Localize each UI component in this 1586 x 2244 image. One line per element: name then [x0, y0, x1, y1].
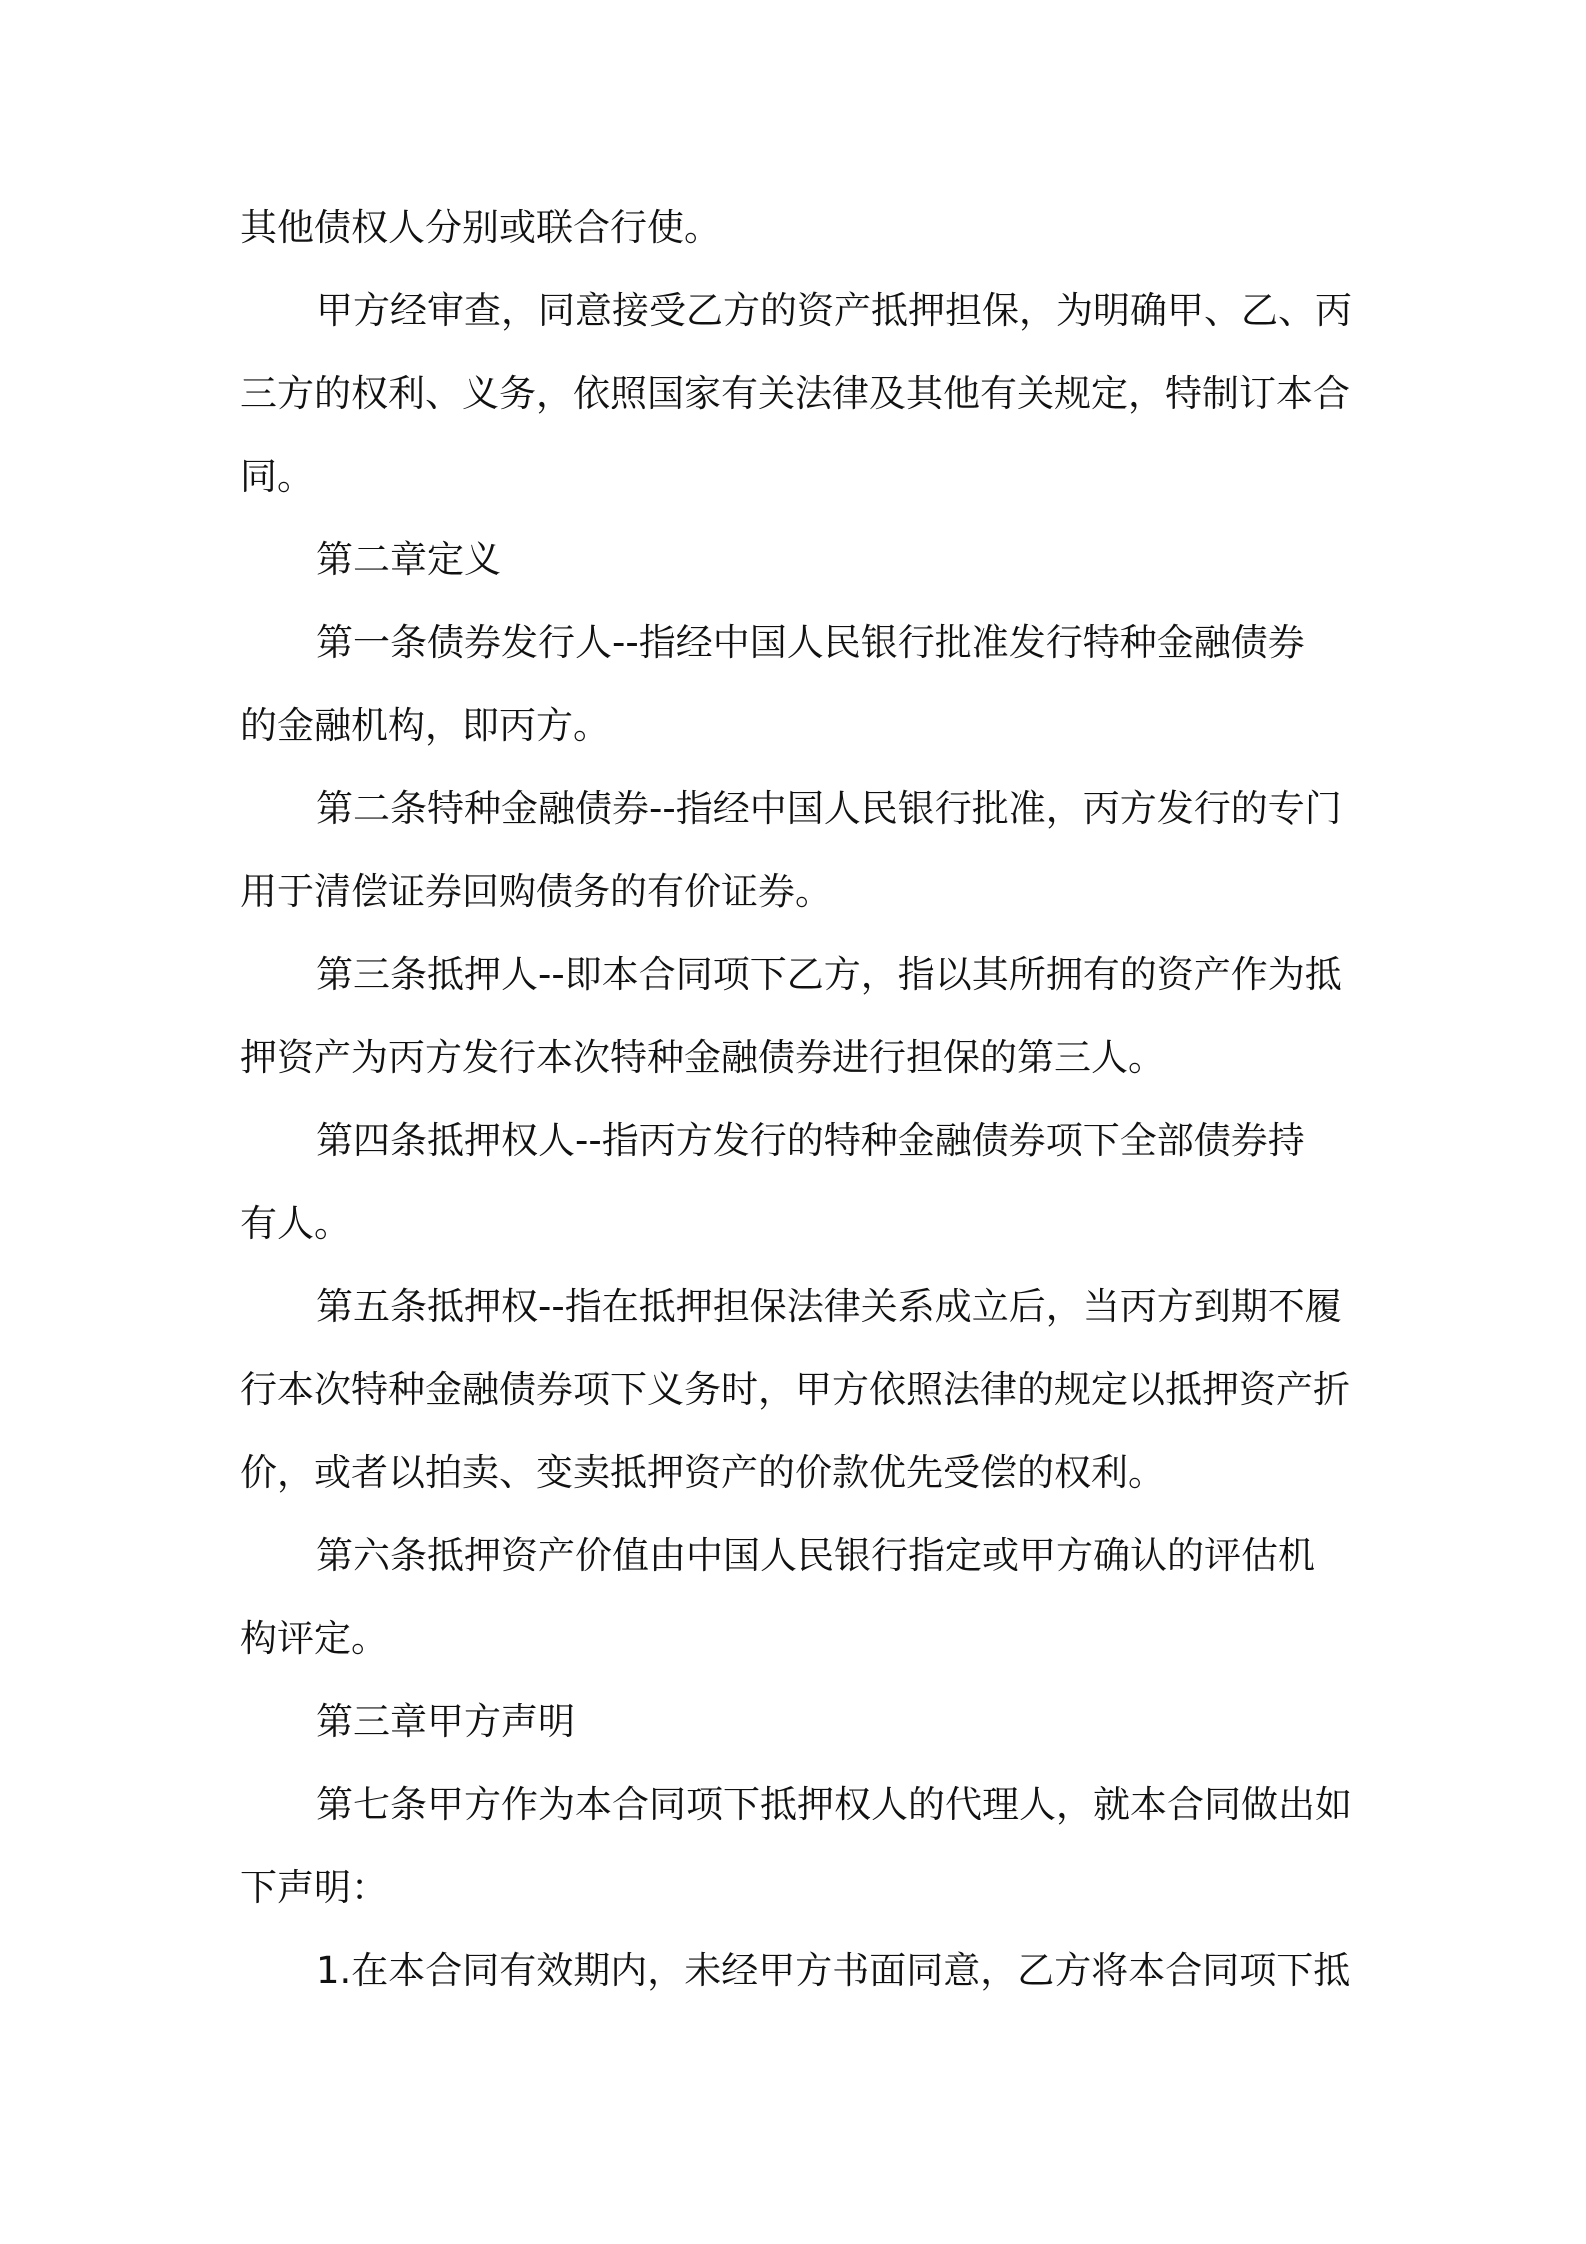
text-line: 第一条债券发行人--指经中国人民银行批准发行特种金融债券	[316, 621, 1305, 664]
text-line: 价，或者以拍卖、变卖抵押资产的价款优先受偿的权利。	[240, 1451, 1165, 1494]
text-line: 用于清偿证券回购债务的有价证券。	[240, 870, 832, 913]
text-line: 第七条甲方作为本合同项下抵押权人的代理人，就本合同做出如	[316, 1783, 1352, 1826]
text-line: 甲方经审查，同意接受乙方的资产抵押担保，为明确甲、乙、丙	[316, 289, 1352, 332]
text-line: 第六条抵押资产价值由中国人民银行指定或甲方确认的评估机	[316, 1534, 1315, 1577]
text-line: 第三条抵押人--即本合同项下乙方，指以其所拥有的资产作为抵	[316, 953, 1342, 996]
text-line: 的金融机构，即丙方。	[240, 704, 610, 747]
text-line: 1.在本合同有效期内，未经甲方书面同意，乙方将本合同项下抵	[316, 1949, 1351, 1992]
text-line: 有人。	[240, 1202, 351, 1245]
text-line: 其他债权人分别或联合行使。	[240, 206, 721, 249]
text-line: 第二条特种金融债券--指经中国人民银行批准，丙方发行的专门	[316, 787, 1342, 830]
text-line: 同。	[240, 455, 314, 498]
text-line: 押资产为丙方发行本次特种金融债券进行担保的第三人。	[240, 1036, 1165, 1079]
text-line: 构评定。	[240, 1617, 388, 1660]
text-line: 行本次特种金融债券项下义务时，甲方依照法律的规定以抵押资产折	[240, 1368, 1350, 1411]
text-line: 第四条抵押权人--指丙方发行的特种金融债券项下全部债券持	[316, 1119, 1305, 1162]
text-line: 下声明：	[240, 1866, 388, 1909]
chapter-heading: 第三章甲方声明	[316, 1700, 575, 1743]
text-line: 三方的权利、义务，依照国家有关法律及其他有关规定，特制订本合	[240, 372, 1350, 415]
chapter-heading: 第二章定义	[316, 538, 501, 581]
text-line: 第五条抵押权--指在抵押担保法律关系成立后，当丙方到期不履	[316, 1285, 1342, 1328]
